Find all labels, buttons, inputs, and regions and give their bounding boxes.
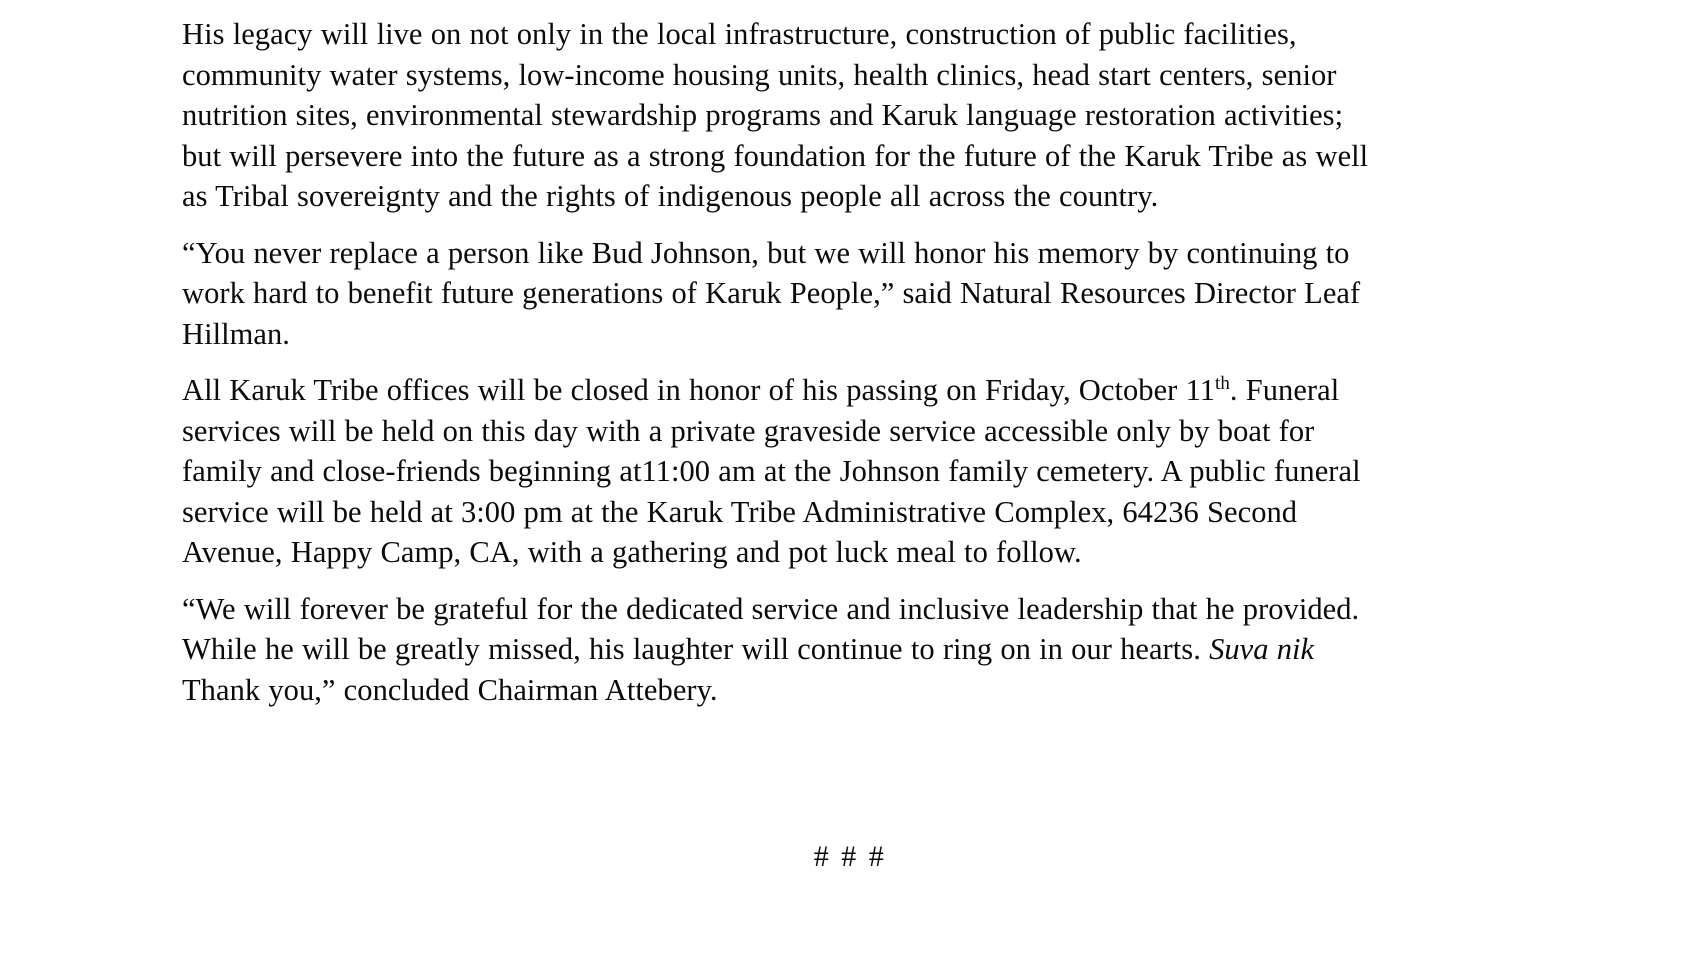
document-body-column (182, 14, 1378, 710)
paragraph-services (182, 370, 1378, 573)
karuk-phrase-suva-nik: Suva nik (1209, 632, 1315, 666)
services-text-after-superscript: . Funeral services will be held on this day with a private graveside service accessible only by boat for family and close-friends beginning at11:00 am at the Johnson family cemetery. A public funeral service will be held at 3:00 pm at the Karuk Tribe Administrative Complex, 64236 Second Avenue, Happy Camp, CA, with a gathering and pot luck meal to follow. (182, 373, 1361, 569)
end-of-release-marker: # # # (813, 840, 887, 873)
paragraph-legacy: His legacy will live on not only in the local infrastructure, construction of public facilities, community water systems, low-income housing units, health clinics, head start centers, senior nutrition sites, environmental stewardship programs and Karuk language restoration activities; but will persevere into the future as a strong foundation for the future of the Karuk Tribe as well as Tribal sovereignty and the rights of indigenous people all across the country. (182, 17, 1369, 213)
services-text-before-superscript: All Karuk Tribe offices will be closed in honor of his passing on Friday, October 11 (182, 373, 1216, 407)
paragraph-quote-hillman: “You never replace a person like Bud Johnson, but we will honor his memory by continuing to work hard to benefit future generations of Karuk People,” said Natural Resources Director Leaf Hillman. (182, 235, 1361, 351)
paragraph-quote-attebery (182, 589, 1378, 711)
attebery-text-after-italic: Thank you,” concluded Chairman Attebery. (182, 672, 718, 707)
attebery-text-before-italic: “We will forever be grateful for the dedicated service and inclusive leadership that he provided. While he will be greatly missed, his laughter will continue to ring on in our hearts. (182, 591, 1360, 666)
ordinal-superscript-th: th (1215, 372, 1230, 394)
